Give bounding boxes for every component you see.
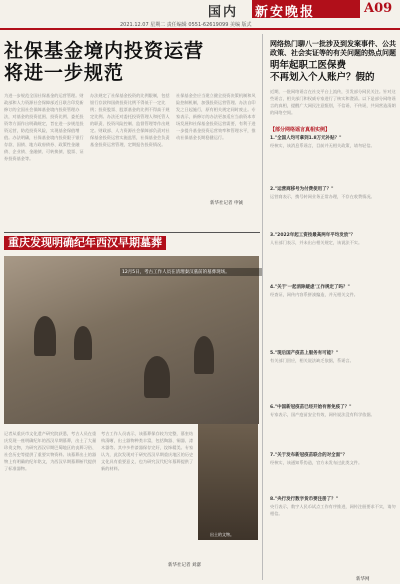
sub-body-col1: 记者从重庆市文化遗产研究院获悉，考古人员在重庆发现一座明确纪年的西汉早期墓葬，出土了大量珍贵文物，为研究西汉早期巴蜀地区的丧葬习俗、社会历史等提供了重要实物资料。该墓葬出土的器物上有明确的纪年铭文，为西汉早期墓葬断代提供了标准器物。 [4, 431, 97, 471]
rumor-body-2: 运营商表示，携号转网业务正常办理，不存在收费情况。 [270, 194, 375, 199]
rumor-item-3: 3."2022年起工资按最高两年平均发放"？ [270, 233, 356, 238]
rumor-body-7: 经核实，该通知系伪造，官方未发布过此类文件。 [270, 460, 363, 465]
section-separator [4, 232, 260, 233]
column-divider [262, 34, 263, 580]
right-byline: 新华网 [356, 577, 370, 582]
artifact-photo-caption: 出土的文物。 [210, 532, 234, 537]
photo-caption: 12月5日，考古工作人员在清理秦汉墓前的墓葬现场。 [120, 268, 262, 276]
main-byline: 新华社记者 申铖 [210, 201, 243, 206]
right-headline [270, 60, 396, 84]
rumor-body-4: 经查证，网传内容系拼凑编造，并无相关文件。 [270, 292, 358, 297]
right-headline-line1: 明年起职工医保费 [270, 60, 347, 71]
rumor-body-1: 经核实，该消息系谣言，目前并无相关政策，请勿轻信。 [270, 143, 375, 148]
main-body-col1: 为进一步规范全国社保基金的运营管理。财政部和人力资源社会保障部近日联合印发新修订的全国社会保障基金境内投资管理办法，对基金的投资范围、投资比例、委托投资等方面作出明确规定，旨在进一步规范投资运营，防范投资风险，实现基金保值增值。办法明确，社保基金境内投资限于银行存款、国债、地方政府债券、政策性金融债、企业债、金融债、可转换债、股票、证券投资基金等。 [4, 93, 84, 161]
section-label: 国内 [208, 5, 239, 20]
rumor-item-7: 7."关于发布新冠疫苗联合的对全面"？ [270, 453, 348, 458]
newspaper-logo [252, 0, 360, 18]
rumor-item-5: 5."现后国产疫苗上服务有可能？" [270, 351, 339, 356]
rumor-item-2: 2."运营商移号为付费使用了？" [270, 187, 334, 192]
sub-byline: 新华社记者 刘潺 [168, 563, 201, 568]
main-body-col2: 办法规定了社保基金投资的比例限制，包括银行存款和国债投资比例不得低于一定比例；投资股票、股票基金的比例不得高于规定比例。办法还对委托投资管理人和托管人的职责、投资风险控制、监督管理等作出规定。财政部、人力资源社会保障部负责对社保基金投资运营实施监管，社保基金会负责基金投资运营管理，定期报告投资情况。 [90, 93, 170, 147]
rumor-body-3: 人社部门表示，并未出台相关规定，该说法不实。 [270, 240, 363, 245]
right-subhead: 【部分网络谣言真相实例】 [270, 127, 331, 133]
main-body-col3: 社保基金会应当建立健全投资决策机制和风险控制机制，加强投资运营管理。办法自印发之日起施行，原有相关规定同时废止。专家表示，新修订的办法更加适应当前资本市场发展和社保基金投资运营需要，有利于进一步提升基金投资运营效率和管理水平，推动社保基金长期稳健运行。 [176, 93, 256, 140]
header-meta: 2021.12.07 星期二 责任编辑 0551-62619099 美编 版式 [120, 22, 252, 28]
sub-headline: 重庆发现明确纪年西汉早期墓葬 [4, 236, 166, 250]
rumor-item-6: 6."中国新冠疫苗已经开始有害免疫了？" [270, 405, 352, 410]
main-headline [4, 40, 260, 84]
main-headline-line2: 将进一步规范 [4, 62, 125, 84]
right-pre-headline: 网络热门聊八一批涉及到发案事件、公共政策、社会实证等的有关问题的热点问题 [270, 40, 396, 57]
rumor-item-8: 8."央行发行数字货币要注册了？" [270, 497, 339, 502]
rumor-body-6: 专家表示，国产疫苗安全有效，网传说法没有科学依据。 [270, 412, 375, 417]
excavation-photo [4, 256, 259, 424]
right-body-intro: 近期，一批网络谣言在社交平台上流传，引发部分网民关注。针对这些谣言，相关部门和权威专家进行了核实和澄清。以下是部分网络谣言的真相，提醒广大网民注意甄别，不信谣、不传谣，共同营造清朗的网络空间。 [270, 89, 396, 115]
rumor-body-5: 有关部门回应，相关说法缺乏依据，系谣言。 [270, 358, 354, 363]
rumor-body-8: 央行表示，数字人民币试点工作有序推进，网传注册要求不实，请勿相信。 [270, 504, 396, 516]
header-rule [0, 28, 400, 30]
rumor-item-4: 4."关于'一起消除疑虑'工作规定了吗？" [270, 285, 350, 290]
sub-body-col2: 考古工作人员表示，该墓葬保存较为完整，墓室结构清晰，出土器物种类丰富，包括陶器、铜器、漆木器等。其中多件漆器保存完好，纹饰精美。专家认为，此次发现对于研究西汉早期重庆地区的历史文化具有重要意义，也为研究汉代纪年墓葬提供了新的材料。 [101, 431, 194, 471]
main-headline-line1: 社保基金境内投资运营 [4, 40, 205, 62]
page-number: A09 [364, 1, 393, 16]
rumor-item-1: 1."全国人均可拿到1.8万元补贴？" [270, 136, 342, 141]
artifact-photo [198, 424, 258, 540]
right-headline-line2: 不再划入个人账户？假的 [270, 72, 375, 83]
newspaper-name: 新安晚报 [255, 5, 316, 20]
